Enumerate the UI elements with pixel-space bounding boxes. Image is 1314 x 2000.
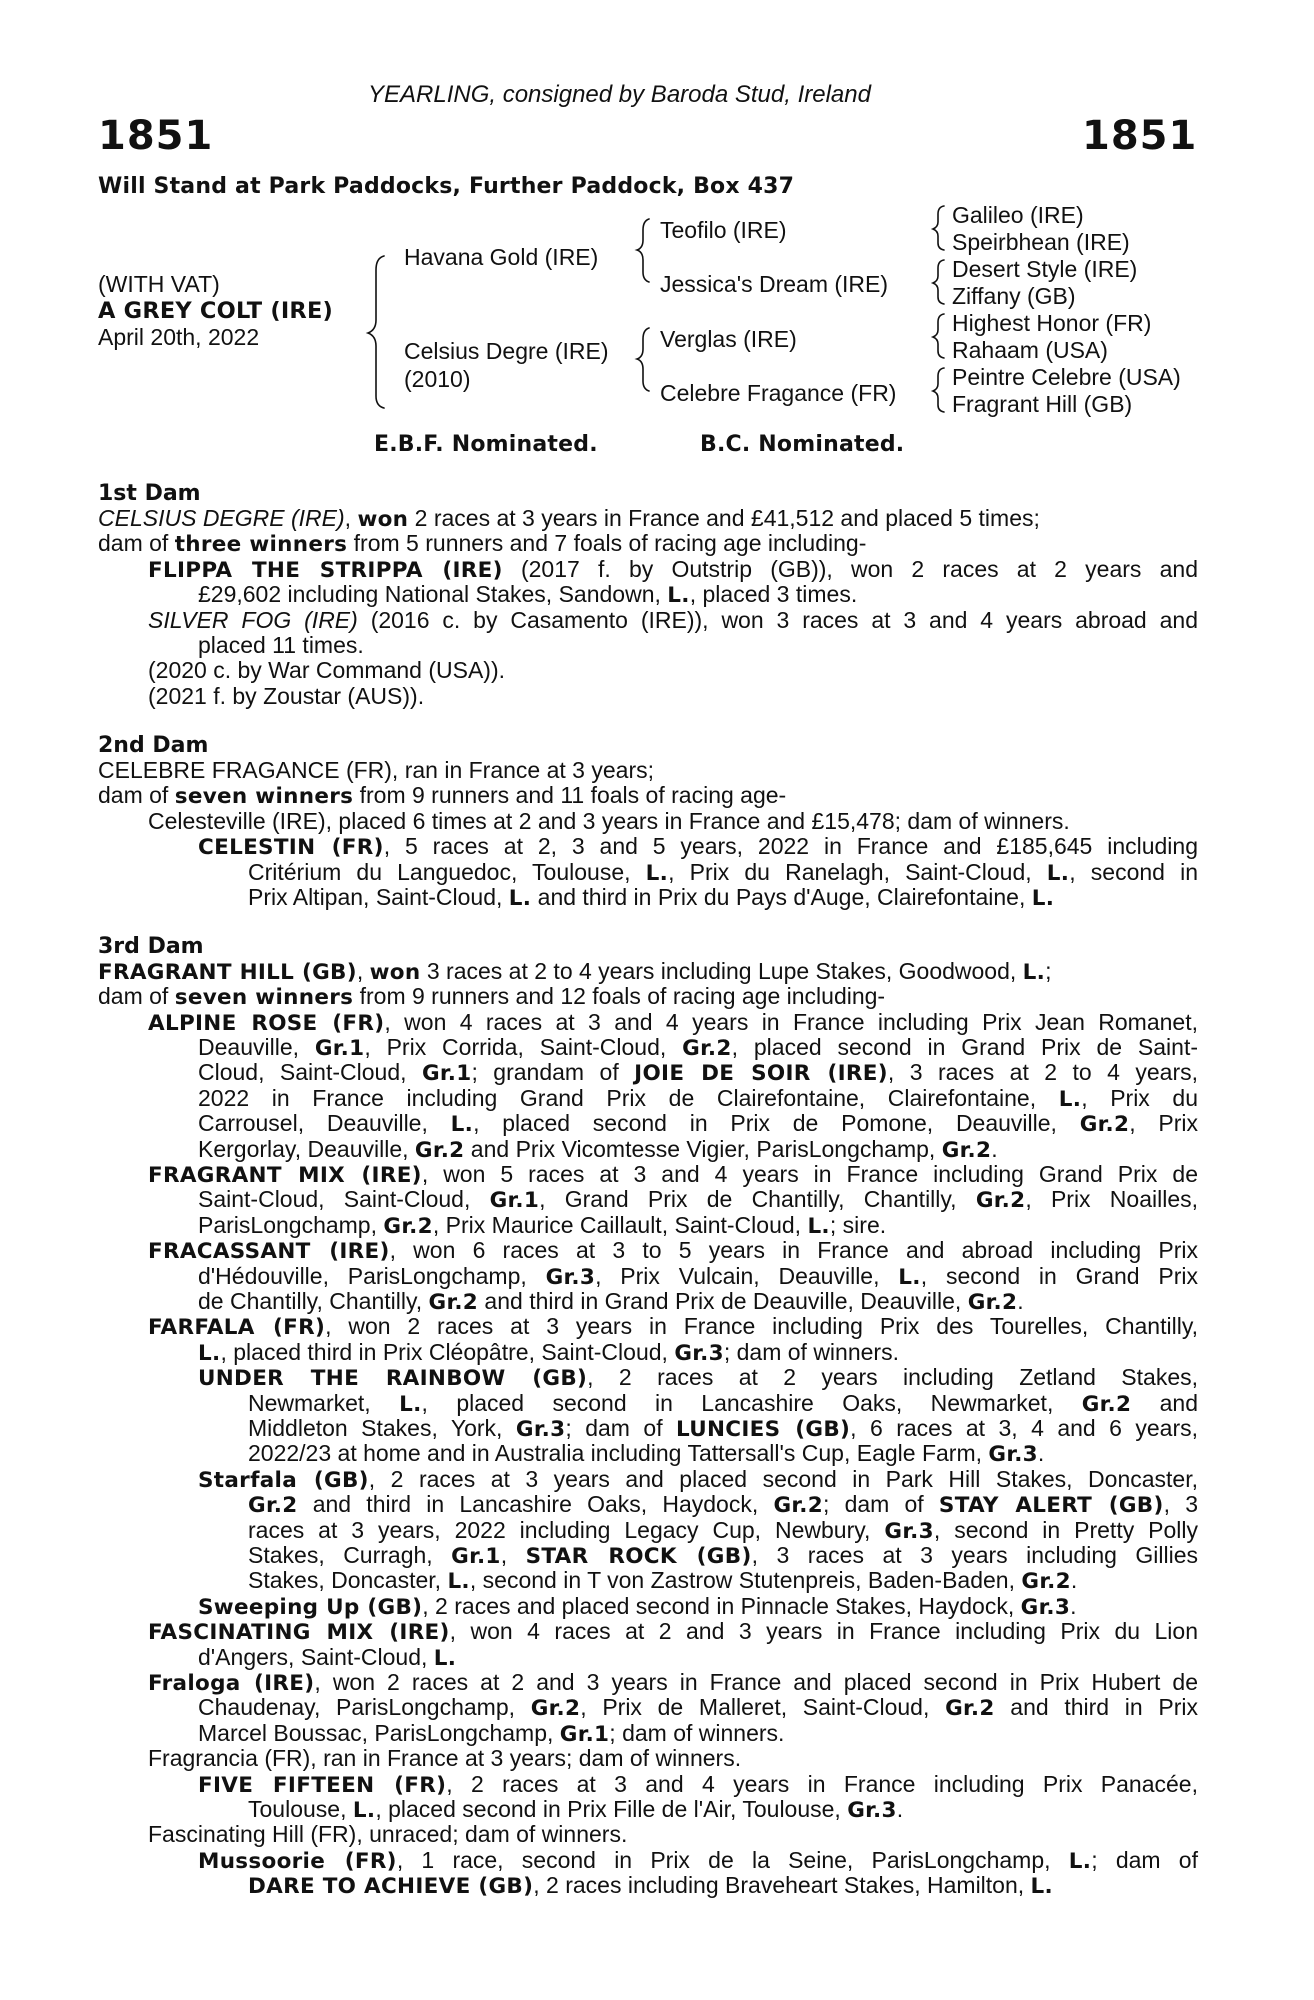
pedigree-sire-sire: Teofilo (IRE) <box>660 217 787 243</box>
text-line: (2020 c. by War Command (USA)). <box>148 657 506 683</box>
text-line: Marcel Boussac, ParisLongchamp, Gr.1; dam of winners. <box>198 1720 785 1747</box>
pedigree-gg7: Peintre Celebre (USA) <box>952 364 1181 390</box>
text-line: L., placed third in Prix Cléopâtre, Saint-Cloud, Gr.3; dam of winners. <box>198 1339 899 1366</box>
text-line: FRAGRANT MIX (IRE), won 5 races at 3 and 4 years in France including Grand Prix de <box>148 1161 1198 1188</box>
text-line: Sweeping Up (GB), 2 races and placed second in Pinnacle Stakes, Haydock, Gr.3. <box>198 1593 1077 1620</box>
foaling-date: April 20th, 2022 <box>98 324 260 350</box>
text-line: d'Hédouville, ParisLongchamp, Gr.3, Prix Vulcain, Deauville, L., second in Grand Prix <box>198 1263 1198 1290</box>
text-line: Newmarket, L., placed second in Lancashire Oaks, Newmarket, Gr.2 and <box>248 1390 1199 1417</box>
section-heading-second-dam: 2nd Dam <box>98 733 209 758</box>
lot-number-left: 1851 <box>98 113 214 159</box>
text-line: FARFALA (FR), won 2 races at 3 years in France including Prix des Tourelles, Chantilly, <box>148 1313 1199 1340</box>
text-line: CELESTIN (FR), 5 races at 2, 3 and 5 years, 2022 in France and £185,645 including <box>198 833 1198 860</box>
pedigree-sire: Havana Gold (IRE) <box>404 244 599 270</box>
pedigree-gg8: Fragrant Hill (GB) <box>952 391 1133 417</box>
text-line: Fragrancia (FR), ran in France at 3 years; dam of winners. <box>148 1745 742 1771</box>
text-line: ALPINE ROSE (FR), won 4 races at 3 and 4 years in France including Prix Jean Romanet, <box>148 1009 1198 1036</box>
text-line: d'Angers, Saint-Cloud, L. <box>198 1644 457 1671</box>
horse-name: A GREY COLT (IRE) <box>98 298 334 324</box>
text-line: Prix Altipan, Saint-Cloud, L. and third in Prix du Pays d'Auge, Clairefontaine, L. <box>248 884 1055 911</box>
text-line: Stakes, Doncaster, L., second in T von Zastrow Stutenpreis, Baden-Baden, Gr.2. <box>248 1567 1078 1594</box>
pedigree-gg1: Galileo (IRE) <box>952 202 1084 228</box>
text-line: Chaudenay, ParisLongchamp, Gr.2, Prix de Malleret, Saint-Cloud, Gr.2 and third in Prix <box>198 1694 1198 1721</box>
text-line: DARE TO ACHIEVE (GB), 2 races including Braveheart Stakes, Hamilton, L. <box>248 1872 1054 1899</box>
text-line: Deauville, Gr.1, Prix Corrida, Saint-Cloud, Gr.2, placed second in Grand Prix de Saint- <box>198 1034 1198 1061</box>
text-line: Carrousel, Deauville, L., placed second in Prix de Pomone, Deauville, Gr.2, Prix <box>198 1110 1199 1137</box>
pedigree-dam-sire: Verglas (IRE) <box>660 326 797 352</box>
text-line: 2022/23 at home and in Australia including Tattersall's Cup, Eagle Farm, Gr.3. <box>248 1440 1045 1467</box>
text-line: dam of three winners from 5 runners and 7 foals of racing age including- <box>98 530 867 557</box>
text-line: FLIPPA THE STRIPPA (IRE) (2017 f. by Outstrip (GB)), won 2 races at 2 years and <box>148 556 1198 583</box>
text-line: Cloud, Saint-Cloud, Gr.1; grandam of JOIE DE SOIR (IRE), 3 races at 2 to 4 years, <box>198 1059 1199 1086</box>
text-line: Kergorlay, Deauville, Gr.2 and Prix Vicomtesse Vigier, ParisLongchamp, Gr.2. <box>198 1136 998 1163</box>
vat-note: (WITH VAT) <box>98 271 220 297</box>
pedigree-dam: Celsius Degre (IRE) <box>404 338 609 364</box>
text-line: CELEBRE FRAGANCE (FR), ran in France at 3 years; <box>98 757 654 783</box>
text-line: Gr.2 and third in Lancashire Oaks, Haydock, Gr.2; dam of STAY ALERT (GB), 3 <box>248 1491 1198 1518</box>
text-line: Middleton Stakes, York, Gr.3; dam of LUNCIES (GB), 6 races at 3, 4 and 6 years, <box>248 1415 1199 1442</box>
section-heading-third-dam: 3rd Dam <box>98 934 204 959</box>
text-line: dam of seven winners from 9 runners and 12 foals of racing age including- <box>98 983 886 1010</box>
text-line: Toulouse, L., placed second in Prix Fille de l'Air, Toulouse, Gr.3. <box>248 1796 904 1823</box>
text-line: Saint-Cloud, Saint-Cloud, Gr.1, Grand Prix de Chantilly, Chantilly, Gr.2, Prix Noailles, <box>198 1186 1198 1213</box>
ebf-nomination: E.B.F. Nominated. <box>374 432 598 457</box>
pedigree-gg5: Highest Honor (FR) <box>952 310 1152 336</box>
text-line: Celesteville (IRE), placed 6 times at 2 and 3 years in France and £15,478; dam of winners. <box>148 808 1070 834</box>
pedigree-gg4: Ziffany (GB) <box>952 283 1076 309</box>
lot-number-right: 1851 <box>1082 113 1198 159</box>
text-line: £29,602 including National Stakes, Sandown, L., placed 3 times. <box>198 581 858 608</box>
text-line: CELSIUS DEGRE (IRE), won 2 races at 3 years in France and £41,512 and placed 5 times; <box>98 505 1040 532</box>
text-line: (2021 f. by Zoustar (AUS)). <box>148 683 425 709</box>
text-line: ParisLongchamp, Gr.2, Prix Maurice Caillault, Saint-Cloud, L.; sire. <box>198 1212 887 1239</box>
text-line: Fascinating Hill (FR), unraced; dam of winners. <box>148 1821 628 1847</box>
text-line: FIVE FIFTEEN (FR), 2 races at 3 and 4 years in France including Prix Panacée, <box>198 1771 1198 1798</box>
stable-location: Will Stand at Park Paddocks, Further Paddock, Box 437 <box>98 174 795 199</box>
text-line: UNDER THE RAINBOW (GB), 2 races at 2 years including Zetland Stakes, <box>198 1364 1198 1391</box>
pedigree-dam-year: (2010) <box>404 366 471 392</box>
text-line: Fraloga (IRE), won 2 races at 2 and 3 years in France and placed second in Prix Hubert de <box>148 1669 1198 1696</box>
text-line: SILVER FOG (IRE) (2016 c. by Casamento (IRE)), won 3 races at 3 and 4 years abroad and <box>148 607 1198 633</box>
pedigree-dam-dam: Celebre Fragance (FR) <box>660 380 897 406</box>
consignor-subtitle: YEARLING, consigned by Baroda Stud, Ireland <box>368 81 871 108</box>
text-line: races at 3 years, 2022 including Legacy Cup, Newbury, Gr.3, second in Pretty Polly <box>248 1517 1198 1544</box>
text-line: de Chantilly, Chantilly, Gr.2 and third in Grand Prix de Deauville, Deauville, Gr.2. <box>198 1288 1024 1315</box>
pedigree-gg6: Rahaam (USA) <box>952 337 1108 363</box>
text-line: Mussoorie (FR), 1 race, second in Prix de la Seine, ParisLongchamp, L.; dam of <box>198 1847 1198 1874</box>
text-line: Critérium du Languedoc, Toulouse, L., Prix du Ranelagh, Saint-Cloud, L., second in <box>248 859 1198 886</box>
text-line: FRACASSANT (IRE), won 6 races at 3 to 5 years in France and abroad including Prix <box>148 1237 1199 1264</box>
pedigree-sire-dam: Jessica's Dream (IRE) <box>660 271 889 297</box>
pedigree-gg3: Desert Style (IRE) <box>952 256 1138 282</box>
text-line: Stakes, Curragh, Gr.1, STAR ROCK (GB), 3 races at 3 years including Gillies <box>248 1542 1199 1569</box>
section-heading-first-dam: 1st Dam <box>98 481 201 506</box>
text-line: placed 11 times. <box>198 632 364 658</box>
pedigree-gg2: Speirbhean (IRE) <box>952 229 1130 255</box>
text-line: 2022 in France including Grand Prix de Clairefontaine, Clairefontaine, L., Prix du <box>198 1085 1198 1112</box>
text-line: FRAGRANT HILL (GB), won 3 races at 2 to 4 years including Lupe Stakes, Goodwood, L.; <box>98 958 1052 985</box>
text-line: dam of seven winners from 9 runners and 11 foals of racing age- <box>98 782 787 809</box>
text-line: FASCINATING MIX (IRE), won 4 races at 2 and 3 years in France including Prix du Lion <box>148 1618 1198 1645</box>
bc-nomination: B.C. Nominated. <box>700 432 905 457</box>
text-line: Starfala (GB), 2 races at 3 years and placed second in Park Hill Stakes, Doncaster, <box>198 1466 1198 1493</box>
